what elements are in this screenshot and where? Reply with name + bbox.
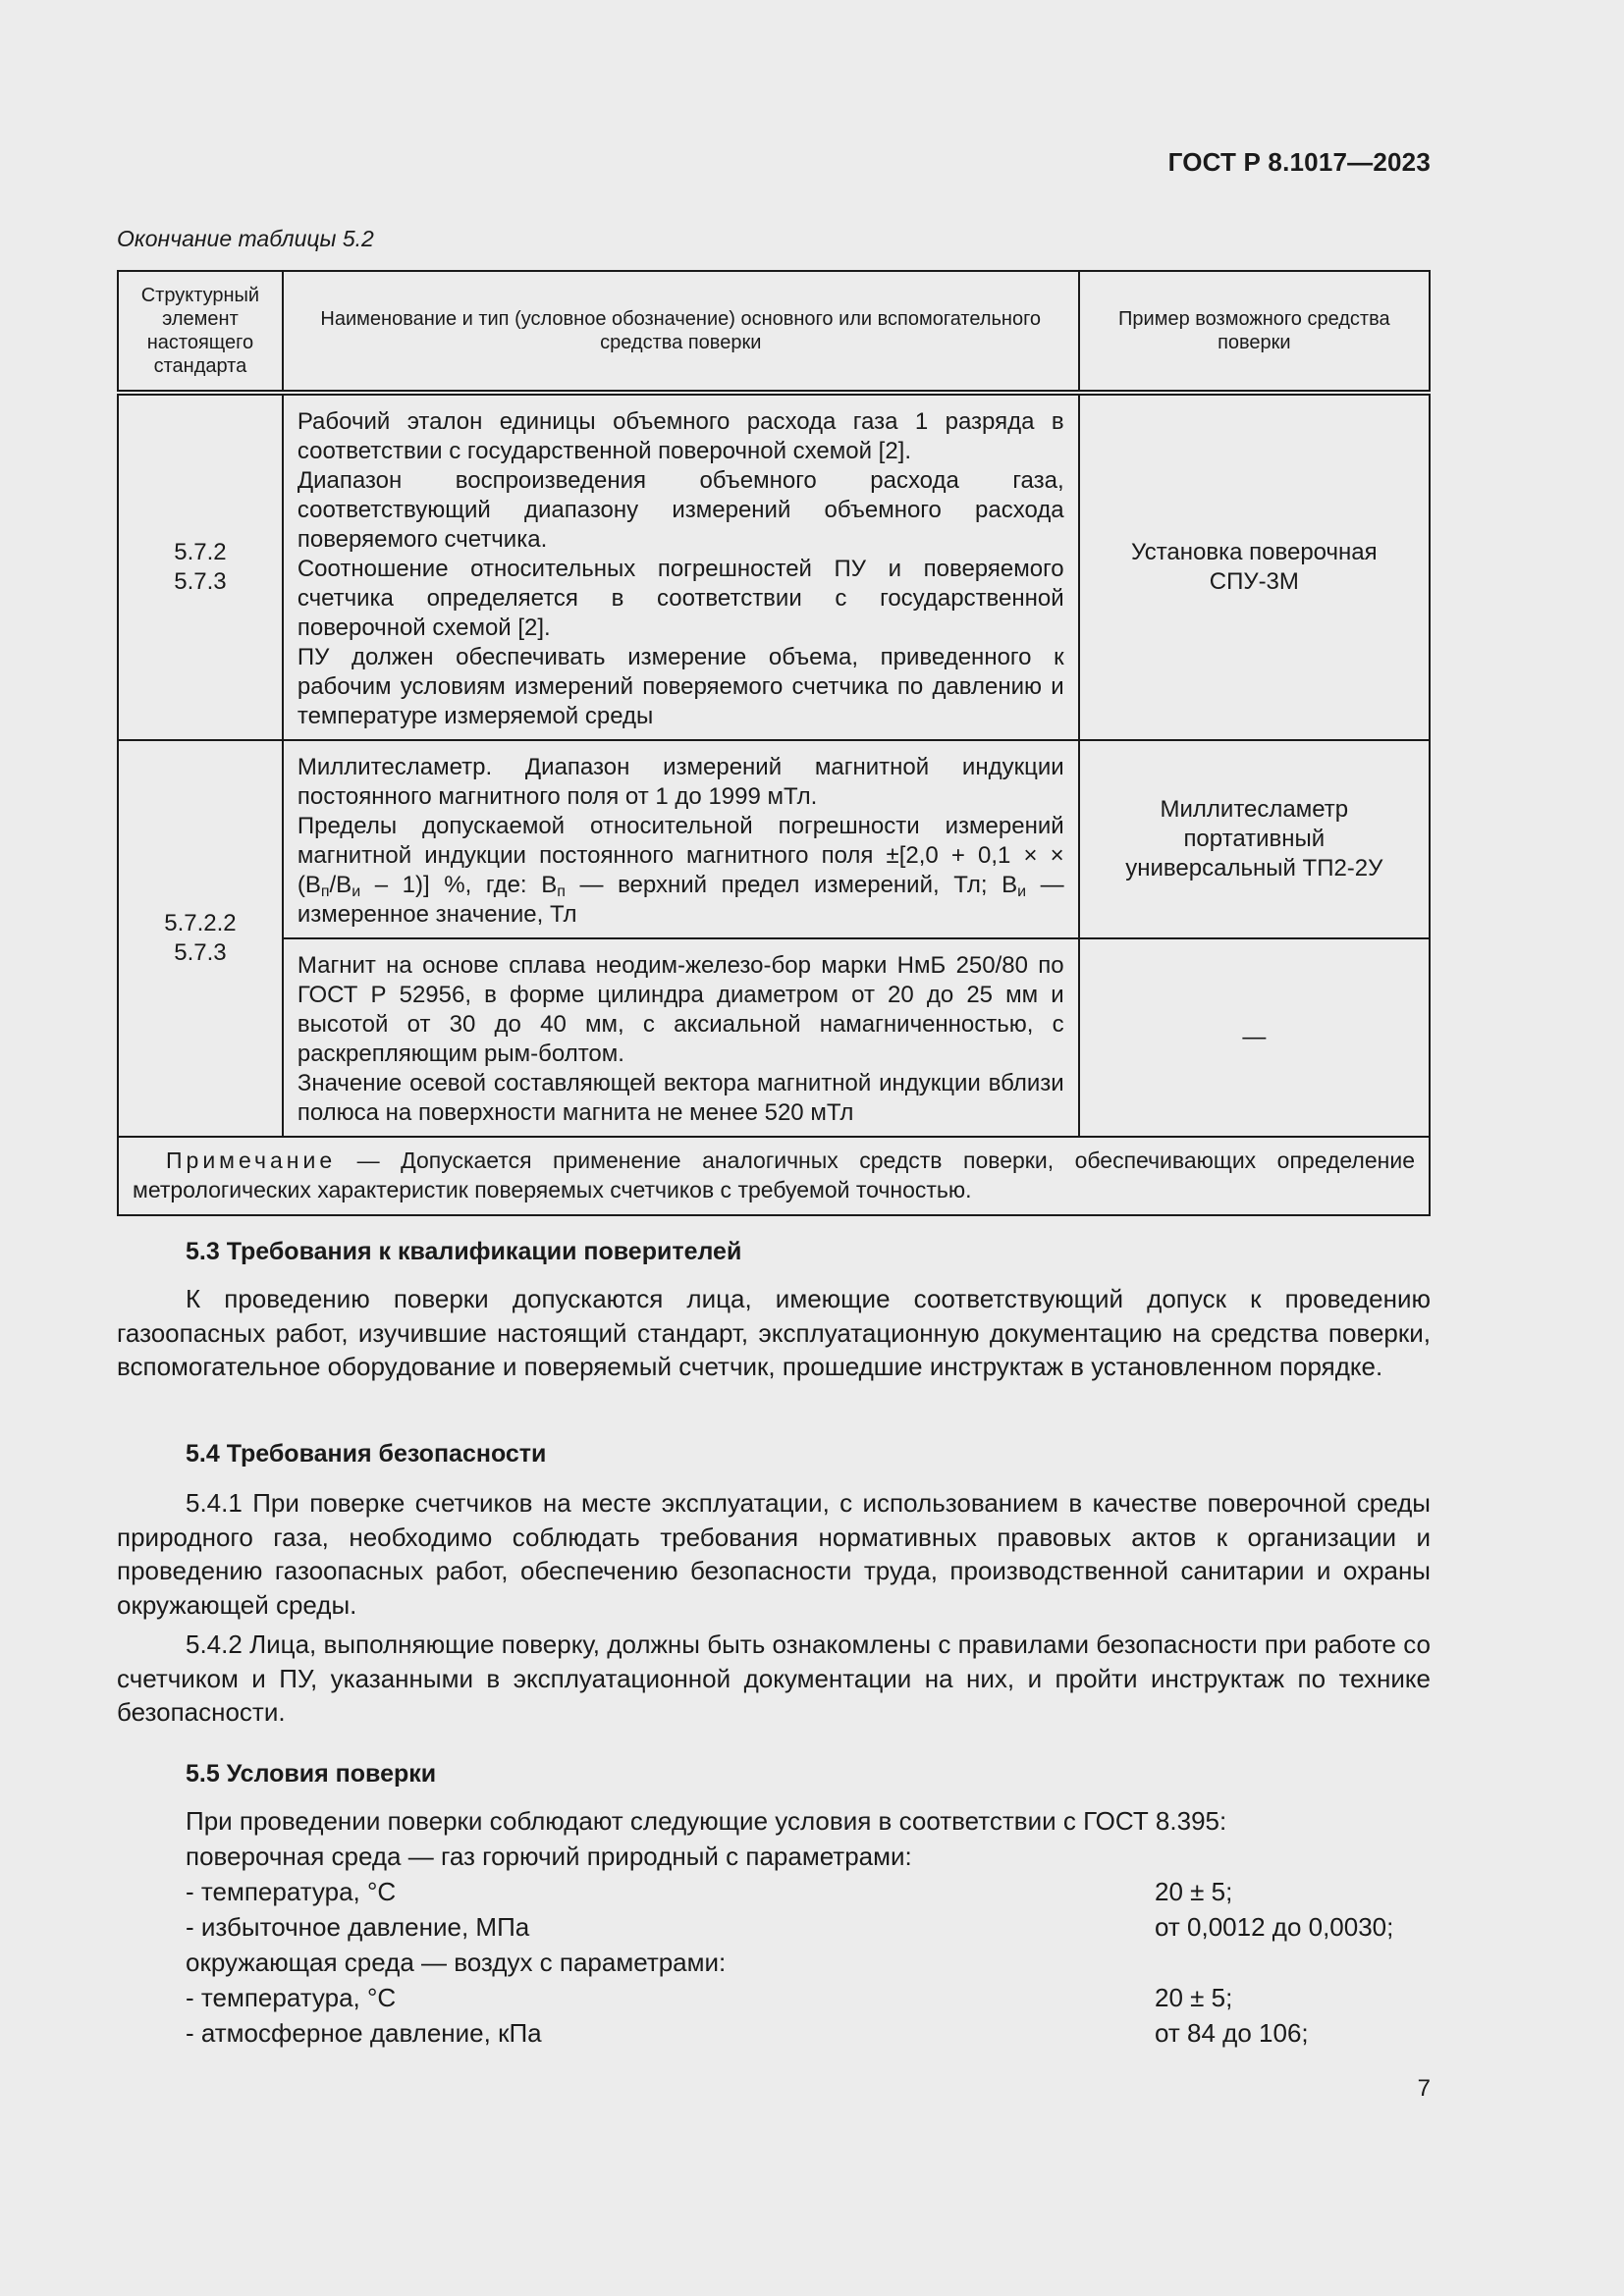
tool-description-cell	[283, 393, 1079, 740]
table-note-row	[118, 1137, 1430, 1215]
column-header-example: Пример возможного средства поверки	[1079, 271, 1430, 393]
note-text: — Допускается применение аналогичных средств поверки, обеспечивающих определение метрологических характеристик поверяемых счетчиков с требуемой точностью.	[133, 1148, 1415, 1202]
example-tool-cell: Миллитесламетр портативный универсальный ТП2-2У	[1079, 740, 1430, 938]
condition-value: 20 ± 5;	[1155, 1877, 1233, 1906]
page-number: 7	[1417, 2075, 1431, 2102]
tool-description-cell	[283, 938, 1079, 1137]
condition-value: от 84 до 106;	[1155, 2018, 1309, 2048]
section-title-5-3: 5.3 Требования к квалификации поверителей	[186, 1238, 742, 1265]
tool-description-cell	[283, 740, 1079, 938]
description-paragraph: Значение осевой составляющей вектора магнитной индукции вблизи полюса на поверхности магнита не менее 520 мТл	[297, 1070, 1064, 1126]
description-paragraph: Миллитесламетр. Диапазон измерений магнитной индукции постоянного магнитного поля от 1 до 1999 мТл.	[297, 754, 1064, 810]
verification-tools-table	[117, 270, 1431, 1216]
table-header-row	[118, 271, 1430, 393]
table-row	[118, 938, 1430, 1137]
section-title-5-5: 5.5 Условия поверки	[186, 1760, 437, 1788]
conditions-intro: При проведении поверки соблюдают следующие условия в соответствии с ГОСТ 8.395:	[186, 1806, 1227, 1836]
ref-number: 5.7.2	[174, 539, 227, 565]
column-header-structural-element: Структурный элемент настоящего стандарта	[118, 271, 283, 393]
ref-number: 5.7.3	[174, 939, 227, 966]
ref-number: 5.7.2.2	[164, 910, 237, 936]
description-paragraph: Соотношение относительных погрешностей ПУ и поверяемого счетчика определяется в соответствии с государственной поверочной схемой [2].	[297, 556, 1064, 641]
condition-label: - температура, °С	[186, 1983, 397, 2012]
section-5-4-1-paragraph: 5.4.1 При поверке счетчиков на месте эксплуатации, с использованием в качестве поверочной среды природного газа, необходимо соблюдать требования нормативных правовых актов к организации и проведению газоопасных работ, обеспечению безопасности труда, производственной санитарии и охраны окружающей среды.	[117, 1488, 1431, 1620]
condition-label: - температура, °С	[186, 1877, 397, 1906]
example-tool-cell: Установка поверочная СПУ-3М	[1079, 393, 1430, 740]
condition-label: - избыточное давление, МПа	[186, 1912, 530, 1942]
section-5-3-paragraph: К проведению поверки допускаются лица, имеющие соответствующий допуск к проведению газоопасных работ, изучившие настоящий стандарт, эксплуатационную документацию на средства поверки, вспомогательное оборудование и поверяемый счетчик, прошедшие инструктаж в установленном порядке.	[117, 1284, 1431, 1381]
table-note	[118, 1137, 1430, 1215]
structural-element-cell	[118, 740, 283, 1137]
structural-element-cell	[118, 393, 283, 740]
description-paragraph: Рабочий эталон единицы объемного расхода газа 1 разряда в соответствии с государственной поверочной схемой [2].	[297, 408, 1064, 464]
description-paragraph: Диапазон воспроизведения объемного расхода газа, соответствующий диапазону измерений объемного расхода поверяемого счетчика.	[297, 467, 1064, 553]
condition-label: поверочная среда — газ горючий природный с параметрами:	[186, 1842, 912, 1871]
table-row	[118, 740, 1430, 938]
description-paragraph: Магнит на основе сплава неодим-железо-бор марки НмБ 250/80 по ГОСТ Р 52956, в форме цилиндра диаметром от 20 до 25 мм и высотой от 30 до 40 мм, с аксиальной намагниченностью, с раскрепляющим рым-болтом.	[297, 952, 1064, 1067]
column-header-tool-name: Наименование и тип (условное обозначение) основного или вспомогательного средства поверки	[283, 271, 1079, 393]
description-paragraph: Пределы допускаемой относительной погрешности измерений магнитной индукции постоянного магнитного поля ±[2,0 + 0,1 × × $(B_п/B_и - 1)$] %, где: $B_п$ — верхний предел измерений, Тл; $B_и$ — измеренное значение, Тл	[297, 813, 1064, 928]
condition-label: окружающая среда — воздух с параметрами:	[186, 1948, 727, 1977]
description-paragraph: ПУ должен обеспечивать измерение объема, приведенного к рабочим условиям измерений поверяемого счетчика по давлению и температуре измеряемой среды	[297, 644, 1064, 729]
document-code: ГОСТ Р 8.1017—2023	[1167, 147, 1431, 177]
note-label: Примечание	[166, 1148, 337, 1173]
section-title-5-4: 5.4 Требования безопасности	[186, 1440, 547, 1468]
example-tool-cell: —	[1079, 938, 1430, 1137]
table-row	[118, 393, 1430, 740]
table-caption: Окончание таблицы 5.2	[117, 226, 374, 251]
section-5-4-2-paragraph: 5.4.2 Лица, выполняющие поверку, должны быть ознакомлены с правилами безопасности при работе со счетчиком и ПУ, указанными в эксплуатационной документации на них, и пройти инструктаж по технике безопасности.	[117, 1629, 1431, 1727]
condition-value: от 0,0012 до 0,0030;	[1155, 1912, 1394, 1942]
condition-value: 20 ± 5;	[1155, 1983, 1233, 2012]
ref-number: 5.7.3	[174, 568, 227, 595]
condition-label: - атмосферное давление, кПа	[186, 2018, 542, 2048]
